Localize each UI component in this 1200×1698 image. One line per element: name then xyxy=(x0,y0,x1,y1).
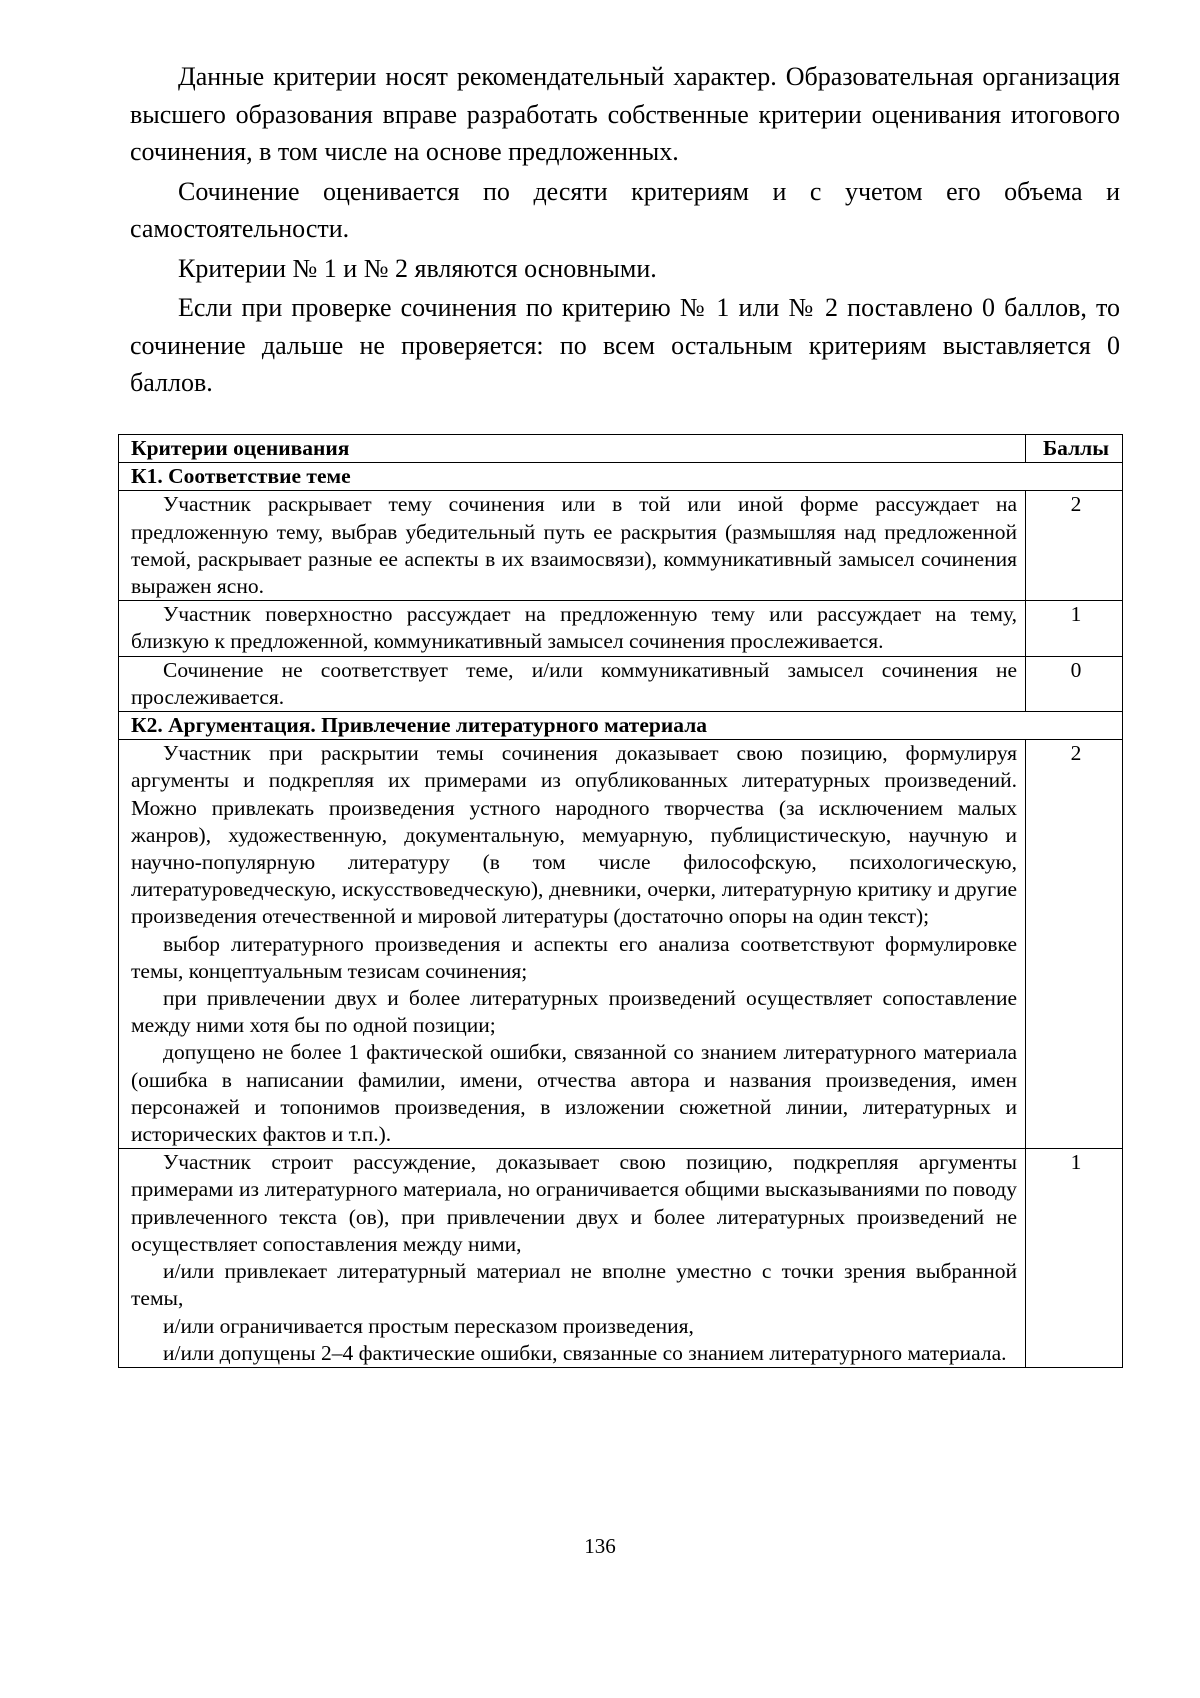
table-row xyxy=(119,656,1123,711)
section-title-k2: К2. Аргументация. Привлечение литературного материала xyxy=(119,712,1123,740)
section-row-k1 xyxy=(119,463,1123,491)
section-row-k2 xyxy=(119,712,1123,740)
criteria-cell xyxy=(119,656,1026,711)
criteria-table xyxy=(118,434,1123,1368)
intro-text xyxy=(130,58,1120,402)
points-cell: 2 xyxy=(1026,491,1123,601)
criteria-paragraph: Участник при раскрытии темы сочинения доказывает свою позицию, формулируя аргументы и подкрепляя их примерами из опубликованных литературных произведений. Можно привлекать произведения устного народного творчества (за исключением малых жанров), художественную, документальную, мемуарную, публицистическую, научную и научно-популярную литературу (в том числе философскую, психологическую, литературоведческую, искусствоведческую), дневники, очерки, литературную критику и другие произведения отечественной и мировой литературы (достаточно опоры на один текст); xyxy=(131,741,1017,929)
criteria-cell xyxy=(119,740,1026,1149)
table-row xyxy=(119,1149,1123,1368)
criteria-paragraph: Участник строит рассуждение, доказывает свою позицию, подкрепляя аргументы примерами из литературного материала, но ограничивается общими высказываниями по поводу привлеченного текста (ов), при привлечении двух и более литературных произведений не осуществляет сопоставления между ними, xyxy=(131,1150,1017,1256)
table-row xyxy=(119,740,1123,1149)
points-cell: 1 xyxy=(1026,1149,1123,1368)
table-header-row xyxy=(119,435,1123,463)
intro-paragraph: Если при проверке сочинения по критерию № 1 или № 2 поставлено 0 баллов, то сочинение дальше не проверяется: по всем остальным критериям выставляется 0 баллов. xyxy=(130,293,1120,397)
table-row xyxy=(119,491,1123,601)
criteria-paragraph: допущено не более 1 фактической ошибки, связанной со знанием литературного материала (ошибка в написании фамилии, имени, отчества автора и названия произведения, имен персонажей и топонимов произведения, в изложении сюжетной линии, литературных и исторических фактов и т.п.). xyxy=(131,1040,1017,1147)
page-number: 136 xyxy=(584,1534,616,1558)
points-cell: 2 xyxy=(1026,740,1123,1149)
criteria-paragraph: при привлечении двух и более литературных произведений осуществляет сопоставление между ними хотя бы по одной позиции; xyxy=(131,986,1017,1038)
criteria-paragraph: Сочинение не соответствует теме, и/или коммуникативный замысел сочинения не прослеживается. xyxy=(131,657,1017,709)
header-criteria: Критерии оценивания xyxy=(119,435,1026,463)
criteria-paragraph: выбор литературного произведения и аспекты его анализа соответствуют формулировке темы, концептуальным тезисам сочинения; xyxy=(131,931,1017,983)
intro-paragraph: Сочинение оценивается по десяти критериям и с учетом его объема и самостоятельности. xyxy=(130,176,1120,243)
points-cell: 0 xyxy=(1026,656,1123,711)
criteria-cell xyxy=(119,601,1026,656)
header-points: Баллы xyxy=(1026,435,1123,463)
section-title-k1: К1. Соответствие теме xyxy=(119,463,1123,491)
table-row xyxy=(119,601,1123,656)
criteria-paragraph: Участник поверхностно рассуждает на предложенную тему или рассуждает на тему, близкую к предложенной, коммуникативный замысел сочинения прослеживается. xyxy=(131,602,1017,654)
points-cell: 1 xyxy=(1026,601,1123,656)
intro-paragraph: Данные критерии носят рекомендательный характер. Образовательная организация высшего образования вправе разработать собственные критерии оценивания итогового сочинения, в том числе на основе предложенных. xyxy=(130,62,1120,166)
criteria-cell xyxy=(119,1149,1026,1368)
criteria-paragraph: и/или допущены 2–4 фактические ошибки, связанные со знанием литературного материала. xyxy=(163,1340,1007,1365)
criteria-paragraph: и/или привлекает литературный материал не вполне уместно с точки зрения выбранной темы, xyxy=(131,1259,1017,1311)
criteria-cell xyxy=(119,491,1026,601)
criteria-paragraph: Участник раскрывает тему сочинения или в той или иной форме рассуждает на предложенную тему, выбрав убедительный путь ее раскрытия (размышляя над предложенной темой, раскрывает разные ее аспекты в их взаимосвязи), коммуникативный замысел сочинения выражен ясно. xyxy=(131,492,1017,599)
intro-paragraph: Критерии № 1 и № 2 являются основными. xyxy=(178,253,657,283)
criteria-paragraph: и/или ограничивается простым пересказом произведения, xyxy=(163,1313,694,1338)
